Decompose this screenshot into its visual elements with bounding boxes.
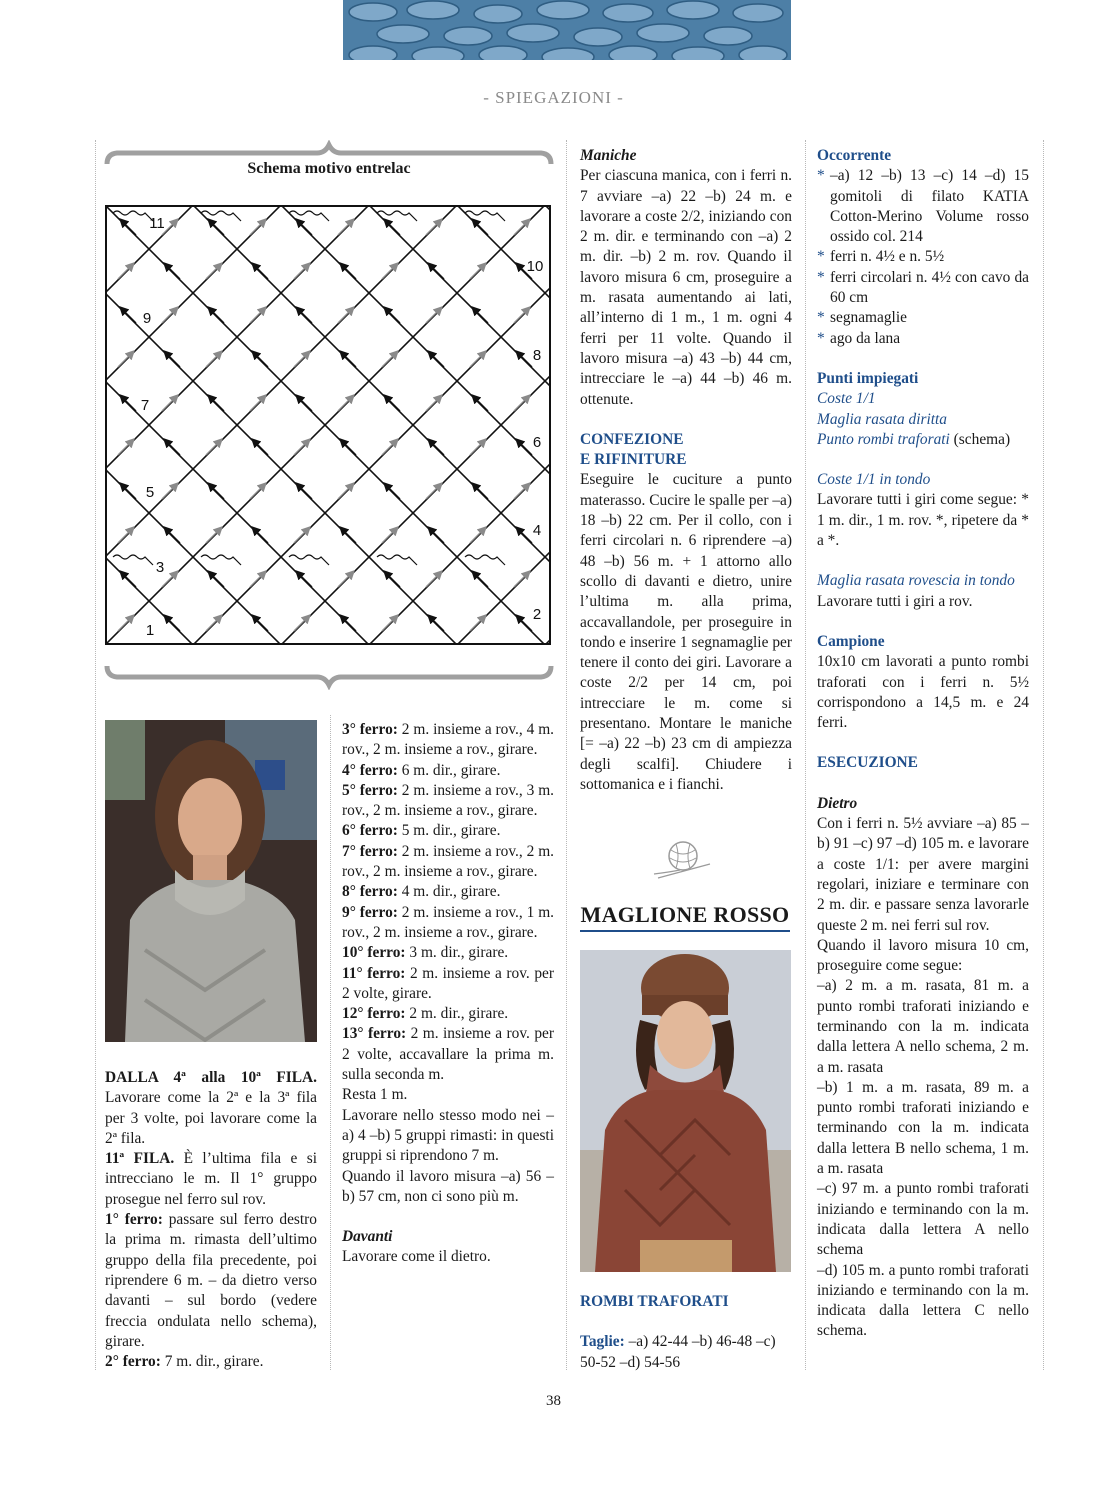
taglie-label: Taglie: (580, 1333, 625, 1351)
list-item: * ferri n. 4½ e n. 5½ (817, 247, 1029, 267)
fila-body: Lavorare come la 2ª e la 3ª fila per 3 volte, poi lavorare come la 2ª fila. (105, 1089, 317, 1147)
maniche-heading: Maniche (580, 147, 637, 164)
fila11-heading: 11ª FILA. (105, 1150, 175, 1168)
bullet-star-icon: * (817, 167, 825, 185)
ferro9-body: 2 m. insieme a rov., 1 m. rov., 2 m. insieme a rov., girare. (342, 903, 555, 941)
ferro3-label: 3° ferro: (342, 721, 398, 738)
left-column-text (105, 1068, 317, 1372)
campione-heading: Campione (817, 632, 885, 650)
list-item: * ago da lana (817, 329, 1029, 349)
column-divider (330, 715, 331, 1370)
row-number-label: 6 (532, 434, 542, 451)
ferro6-body: 5 m. dir., girare. (397, 822, 501, 840)
page-number: 38 (546, 1393, 561, 1409)
row-number-label: 11 (149, 215, 165, 232)
davanti-body: Lavorare come il dietro. (342, 1248, 491, 1266)
list-item: * –a) 12 –b) 13 –c) 14 –d) 15 gomitoli di filato KATIA Cotton-Merino Volume rosso ossido col. 214 (817, 167, 1029, 246)
occorrente-heading: Occorrente (817, 147, 892, 164)
maniche-body: Per ciascuna manica, con i ferri n. 7 avviare –a) 22 –b) 24 m. e lavorare a coste 2/2, iniziando con 2 m. dir. e terminando con –a) 2 m. dir. –b) 2 m. rov. Quando il lavoro misura 6 cm, proseguire a m. rasata aumentando ai lati, all’interno di 1 m., 1 m. ogni 4 ferri per 11 volte. Quando il lavoro misura –a) 43 –b) 44 cm, intrecciare le –a) 44 –b) 46 m. ottenute. (580, 167, 792, 408)
column-divider (95, 140, 96, 1370)
column-divider (566, 140, 567, 1370)
bullet-star-icon: * (817, 329, 825, 347)
confezione-heading: CONFEZIONE (580, 430, 684, 448)
row-number-label: 10 (526, 258, 544, 275)
schema-panel (103, 140, 555, 690)
resta-text: Resta 1 m. (342, 1086, 408, 1104)
rifiniture-heading: E RIFINITURE (580, 451, 687, 469)
dietro-quando: Quando il lavoro misura 10 cm, proseguire come segue: (817, 936, 1029, 975)
occorrente-list (817, 166, 1029, 349)
bullet-star-icon: * (817, 309, 825, 327)
yarn-ball-icon (650, 834, 716, 880)
ferro2-body: 7 m. dir., girare. (160, 1353, 264, 1371)
row-number-label: 1 (145, 622, 155, 639)
size-b-text: –b) 1 m. a m. rasata, 89 m. a punto rombi traforati iniziando e terminando con la m. indicata dalla lettera B nello schema, 1 m. a m. rasata (817, 1078, 1029, 1178)
column-three-text (580, 146, 792, 795)
lavorare-nello-text: Lavorare nello stesso modo nei –a) 4 –b) 5 gruppi rimasti: in questi gruppi si riprendono 7 m. (342, 1106, 554, 1165)
photo-red-sweater (580, 950, 791, 1272)
ferro2-label: 2° ferro: (105, 1353, 161, 1371)
ferro8-body: 4 m. dir., girare. (397, 883, 501, 901)
row-number-label: 8 (532, 347, 542, 364)
ferro10-body: 3 m. dir., girare. (405, 944, 509, 962)
ferro11-body: 2 m. insieme a rov. per 2 volte, girare. (342, 964, 554, 1002)
section-header: - SPIEGAZIONI - (483, 88, 624, 107)
column-divider (1043, 140, 1044, 1370)
taglie-body: –a) 42-44 –b) 46-48 –c) 50-52 –d) 54-56 (580, 1333, 776, 1371)
schema-title: Schema motivo entrelac (247, 160, 411, 177)
ferro9-label: 9° ferro: (342, 903, 398, 921)
size-d-text: –d) 105 m. a punto rombi traforati iniziando e terminando con la m. indicata dalla lettera C nello schema. (817, 1261, 1029, 1340)
list-item: * segnamaglie (817, 308, 1029, 328)
column-divider (805, 140, 806, 1370)
punto-coste: Coste 1/1 (817, 390, 876, 408)
rombi-traforati-heading: ROMBI TRAFORATI (580, 1293, 729, 1310)
fila11-body: È l’ultima fila e si intrecciano le m. Il 1° gruppo prosegue nel ferro sul rov. (105, 1150, 317, 1208)
row-number-label: 4 (532, 522, 542, 539)
ferro1-label: 1° ferro: (105, 1211, 163, 1229)
ferro5-label: 5° ferro: (342, 781, 398, 799)
ferro13-label: 13° ferro: (342, 1025, 407, 1043)
row-number-label: 5 (145, 484, 155, 501)
coste-tondo-body: Lavorare tutti i giri come segue: * 1 m. dir., 1 m. rov. *, ripetere da * a *. (817, 491, 1029, 550)
punti-heading: Punti impiegati (817, 369, 919, 387)
davanti-heading: Davanti (342, 1228, 393, 1246)
rovescia-body: Lavorare tutti i giri a rov. (817, 592, 973, 610)
ferro4-label: 4° ferro: (342, 761, 398, 779)
ferro11-label: 11° ferro: (342, 964, 406, 982)
photo-gray-sweater (105, 720, 317, 1042)
knit-texture-banner (343, 0, 791, 60)
fila-heading: DALLA 4ª alla 10ª FILA. (105, 1069, 317, 1086)
quando-text: Quando il lavoro misura –a) 56 –b) 57 cm, non ci sono più m. (342, 1167, 554, 1205)
middle-column-text (342, 720, 554, 1268)
ferro12-label: 12° ferro: (342, 1005, 406, 1023)
punto-maglia-rasata: Maglia rasata diritta (817, 410, 947, 428)
column-four-text: Occorrente * –a) 12 –b) 13 –c) 14 –d) 15 gomitoli di filato KATIA Cotton-Merino Volume rosso ossido col. 214 * ferri n. 4½ e n. 5½ * ferri circolari n. 4½ con cavo da 60 cm * segnamaglie * ago da lana Punti impiegati Coste 1/1 Maglia rasata diritta Punto rombi traforati (schema) Coste 1/1 in tondo Lavorare tutti i giri come segue: * 1 m. dir., 1 m. rov. *, ripetere da * a *. Maglia rasata rovescia in tondo Lavorare tutti i giri a rov. Campione 10x10 cm lavorati a punto rombi traforati con i ferri n. 5½ corrispondono a 14,5 m. e 24 ferri. ESECUZIONE Dietro Con i ferri n. 5½ avviare –a) 85 –b) 91 –c) 97 –d) 105 m. e lavorare a coste 1/1: per avere margini regolari, iniziare e terminare con 2 m. dir. e passare senza lavorarle queste 2 m. nei ferri sul rov. Quando il lavoro misura 10 cm, proseguire come segue: –a) 2 m. a m. rasata, 81 m. a punto rombi traforati iniziando e terminando con la m. indicata dalla lettera A nello schema, 2 m. a m. rasata –b) 1 m. a m. rasata, 89 m. a punto rombi traforati iniziando e terminando con la m. indicata dalla lettera B nello schema, 1 m. a m. rasata –c) 97 m. a punto rombi traforati iniziando e terminando con la m. indicata dalla lettera A nello schema –d) 105 m. a punto rombi traforati iniziando e terminando con la m. indicata dalla lettera C nello schema. (817, 146, 1029, 1342)
ferro7-body: 2 m. insieme a rov., 2 m. rov., 2 m. insieme a rov., girare. (342, 842, 555, 881)
dietro-heading: Dietro (817, 794, 858, 812)
punto-rombi: Punto rombi traforati (817, 430, 950, 448)
bullet-star-icon: * (817, 268, 825, 286)
ferro3-body: 2 m. insieme a rov., 4 m. rov., 2 m. insieme a rov., girare. (342, 721, 555, 759)
row-number-label: 3 (155, 559, 165, 576)
ferro12-body: 2 m. dir., girare. (405, 1005, 509, 1023)
ferro10-label: 10° ferro: (342, 944, 406, 962)
coste-tondo-heading: Coste 1/1 in tondo (817, 471, 931, 489)
row-number-label: 9 (142, 310, 152, 327)
ferro5-body: 2 m. insieme a rov., 3 m. rov., 2 m. insieme a rov., girare. (342, 781, 555, 820)
column-three-bottom (580, 1292, 792, 1373)
ferro1-body: passare sul ferro destro la prima m. rimasta dell’ultimo gruppo della fila precedente, poi riprendere 6 m. – da dietro verso davanti – sul bordo (vedere freccia ondulata nello schema), girare. (105, 1211, 317, 1350)
schema-bottom-bracket (103, 660, 555, 690)
ferro6-label: 6° ferro: (342, 822, 398, 840)
ferro7-label: 7° ferro: (342, 842, 398, 860)
bullet-star-icon: * (817, 248, 825, 266)
esecuzione-heading: ESECUZIONE (817, 754, 918, 772)
maglione-rosso-title: MAGLIONE ROSSO (580, 902, 790, 932)
confezione-body: Eseguire le cuciture a punto materasso. Cucire le spalle per –a) 18 –b) 22 cm. Per il collo, con i ferri circolari n. 6 riprendere –a) 48 –b) 56 m. + 1 attorno allo scollo di davanti e dietro, unire l’ultima m. alla prima, accavallandole, per proseguire in tondo e inserire 1 segnamaglie per tenere il conto dei giri. Lavorare a coste 2/2 per 14 cm, poi intrecciare le m. come si presentano. Montare le maniche [= –a) 22 –b) 23 cm di ampiezza degli scalfi]. Chiudere i sottomanica e i fianchi. (580, 471, 792, 793)
ferro8-label: 8° ferro: (342, 883, 398, 901)
dietro-body: Con i ferri n. 5½ avviare –a) 85 –b) 91 –c) 97 –d) 105 m. e lavorare a coste 1/1: per avere margini regolari, iniziare e terminare con 2 m. dir. e passare senza lavorarle queste 2 m. nei ferri sul rov. (817, 815, 1029, 934)
campione-body: 10x10 cm lavorati a punto rombi traforati con i ferri n. 5½ corrispondono a 14,5 m. e 24 ferri. (817, 653, 1029, 732)
rovescia-heading: Maglia rasata rovescia in tondo (817, 572, 1015, 590)
row-number-label: 7 (140, 397, 150, 414)
size-a-text: –a) 2 m. a m. rasata, 81 m. a punto rombi traforati iniziando e terminando con la m. indicata dalla lettera A nello schema, 2 m. a m. rasata (817, 977, 1029, 1076)
ferro4-body: 6 m. dir., girare. (397, 761, 501, 779)
list-item: * ferri circolari n. 4½ con cavo da 60 cm (817, 268, 1029, 307)
entrelac-chart (105, 205, 551, 645)
ferro13-body: 2 m. insieme a rov. per 2 volte, accavallare la prima m. sulla seconda m. (342, 1025, 554, 1084)
row-number-label: 2 (532, 606, 542, 623)
size-c-text: –c) 97 m. a punto rombi traforati iniziando e terminando con la m. indicata dalla lettera A nello schema (817, 1180, 1029, 1259)
